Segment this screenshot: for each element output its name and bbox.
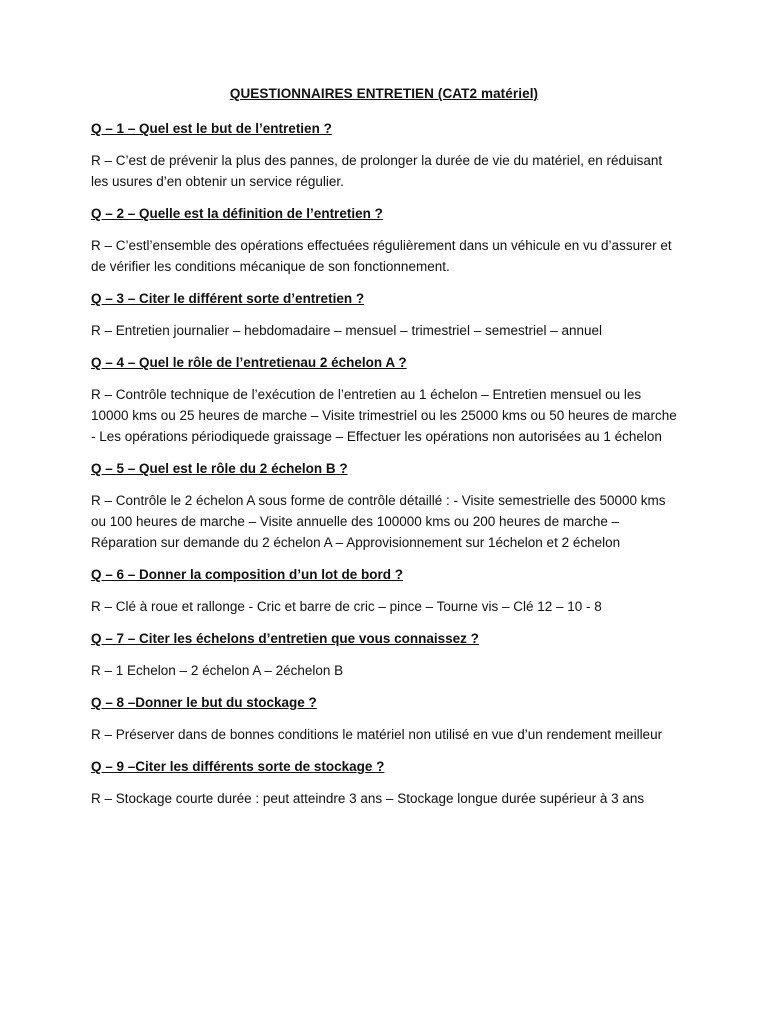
answer-9: R – Stockage courte durée : peut atteindre 3 ans – Stockage longue durée supérieur à 3 ans (91, 791, 645, 806)
qa-item-8 (91, 692, 681, 745)
question-2: Q – 2 – Quelle est la définition de l’entretien ? (91, 206, 383, 221)
answer-4: R – Contrôle technique de l’exécution de l’entretien au 1 échelon – Entretien mensuel ou les 10000 kms ou 25 heures de marche – Visite trimestriel ou les 25000 kms ou 50 heures de marche - Les opérations périodiquede graissage – Effectuer les opérations non autorisées au 1 échelon (91, 387, 677, 444)
qa-item-3 (91, 288, 681, 341)
answer-3: R – Entretien journalier – hebdomadaire – mensuel – trimestriel – semestriel – annuel (91, 323, 603, 338)
answer-1: R – C’est de prévenir la plus des pannes, de prolonger la durée de vie du matériel, en réduisant les usures d’en obtenir un service régulier. (91, 153, 663, 189)
qa-item-7 (91, 628, 681, 681)
question-7: Q – 7 – Citer les échelons d’entretien que vous connaissez ? (91, 631, 479, 646)
qa-item-4 (91, 352, 681, 447)
question-9: Q – 9 –Citer les différents sorte de stockage ? (91, 759, 385, 774)
question-8: Q – 8 –Donner le but du stockage ? (91, 695, 317, 710)
qa-item-2 (91, 203, 681, 277)
answer-7: R – 1 Echelon – 2 échelon A – 2échelon B (91, 663, 344, 678)
question-4: Q – 4 – Quel le rôle de l’entretienau 2 échelon A ? (91, 355, 407, 370)
questionnaire-body (91, 118, 681, 820)
qa-item-6 (91, 564, 681, 617)
question-5: Q – 5 – Quel est le rôle du 2 échelon B ? (91, 461, 348, 476)
answer-8: R – Préserver dans de bonnes conditions le matériel non utilisé en vue d’un rendement meilleur (91, 727, 663, 742)
qa-item-5 (91, 458, 681, 553)
answer-5: R – Contrôle le 2 échelon A sous forme de contrôle détaillé : - Visite semestrielle des 50000 kms ou 100 heures de marche – Visite annuelle des 100000 kms ou 200 heures de marche – Réparation sur demande du 2 échelon A – Approvisionnement sur 1échelon et 2 échelon (91, 493, 666, 550)
qa-item-1 (91, 118, 681, 192)
qa-item-9 (91, 756, 681, 809)
question-1: Q – 1 – Quel est le but de l’entretien ? (91, 121, 332, 136)
answer-6: R – Clé à roue et rallonge - Cric et barre de cric – pince – Tourne vis – Clé 12 – 10 - 8 (91, 599, 602, 614)
page-title: QUESTIONNAIRES ENTRETIEN (CAT2 matériel) (229, 86, 539, 101)
answer-2: R – C’estl’ensemble des opérations effectuées régulièrement dans un véhicule en vu d’assurer et de vérifier les conditions mécanique de son fonctionnement. (91, 238, 672, 274)
question-6: Q – 6 – Donner la composition d’un lot de bord ? (91, 567, 404, 582)
question-3: Q – 3 – Citer le différent sorte d’entretien ? (91, 291, 365, 306)
